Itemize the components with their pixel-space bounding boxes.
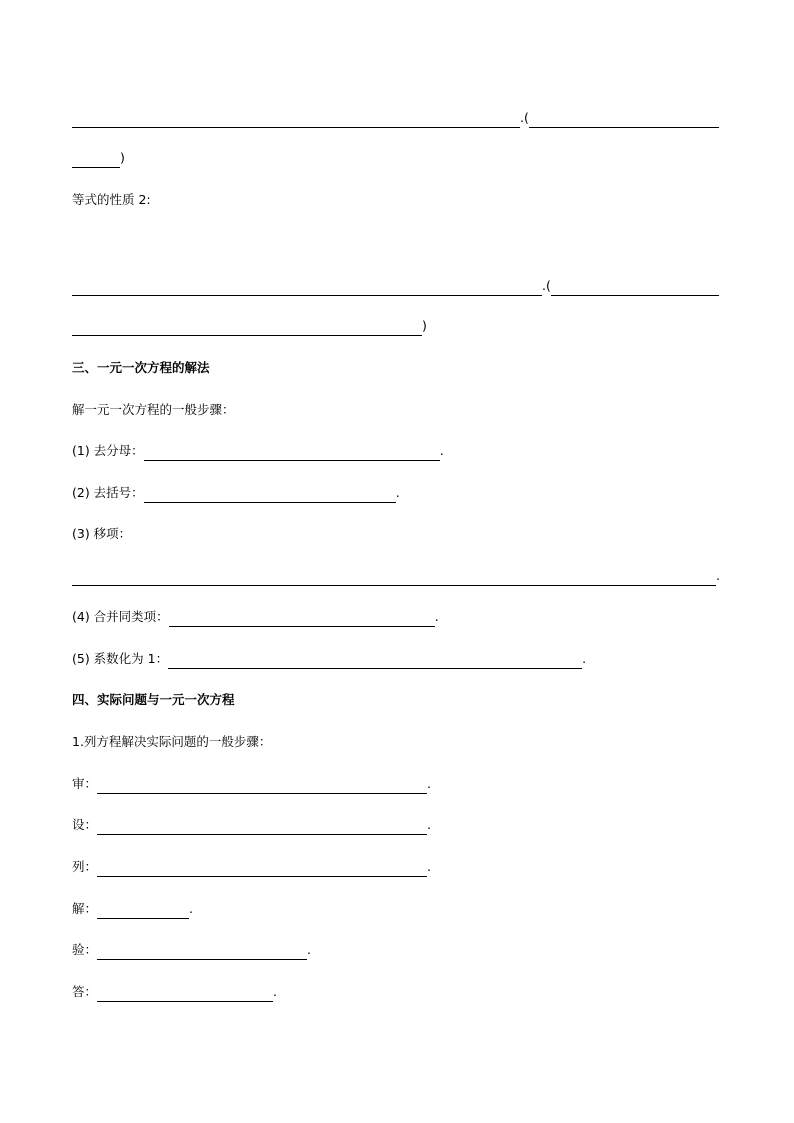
close-paren: ) (120, 150, 125, 165)
period: . (427, 859, 431, 874)
fill-blank[interactable] (97, 904, 189, 919)
step-label: (1) 去分母： (72, 443, 144, 458)
step-coefficient-to-one (72, 649, 586, 669)
property2-continuation (72, 316, 427, 336)
fill-blank[interactable] (72, 571, 716, 586)
period: . (273, 984, 277, 999)
section3-heading: 三、一元一次方程的解法 (72, 360, 210, 375)
step-label: 设： (72, 817, 98, 832)
period: . (716, 568, 720, 583)
dot-paren: .( (542, 278, 551, 293)
step-transpose-label: (3) 移项： (72, 526, 132, 541)
property2-label: 等式的性质 2: (72, 192, 151, 207)
fill-blank[interactable] (72, 153, 120, 168)
period: . (395, 485, 400, 500)
fill-blank[interactable] (97, 862, 427, 877)
fill-blank[interactable] (97, 987, 273, 1002)
fill-blank[interactable] (144, 488, 396, 503)
step-label: (4) 合并同类项： (72, 609, 169, 624)
step-label: 答： (72, 984, 98, 999)
fill-blank[interactable] (168, 654, 582, 669)
section4-heading: 四、实际问题与一元一次方程 (72, 692, 235, 707)
period: . (582, 651, 587, 666)
step-label: 解： (72, 901, 98, 916)
step-remove-denominator (72, 441, 444, 461)
fill-blank[interactable] (551, 281, 719, 296)
step-remove-brackets (72, 483, 400, 503)
period: . (427, 817, 431, 832)
property1-continuation (72, 148, 125, 168)
fill-blank[interactable] (72, 281, 542, 296)
period: . (434, 609, 439, 624)
property1-line (72, 108, 719, 128)
step-write-equation (72, 857, 431, 877)
step-label: 验： (72, 942, 98, 957)
period: . (307, 942, 311, 957)
step-label: 列： (72, 859, 98, 874)
step-verify (72, 940, 311, 960)
step-set-unknown (72, 815, 431, 835)
dot-paren: .( (520, 110, 529, 125)
period: . (189, 901, 193, 916)
step-solve (72, 899, 193, 919)
step-label: (5) 系数化为 1： (72, 651, 169, 666)
step-examine (72, 774, 431, 794)
close-paren: ) (422, 318, 427, 333)
fill-blank[interactable] (72, 113, 520, 128)
fill-blank[interactable] (144, 446, 440, 461)
fill-blank[interactable] (169, 612, 435, 627)
fill-blank[interactable] (72, 321, 422, 336)
fill-blank[interactable] (97, 945, 307, 960)
period: . (427, 776, 431, 791)
step-label: 审： (72, 776, 98, 791)
step-answer (72, 982, 277, 1002)
fill-blank[interactable] (97, 820, 427, 835)
step-transpose-line (72, 566, 720, 586)
section3-intro: 解一元一次方程的一般步骤： (72, 402, 235, 417)
period: . (439, 443, 444, 458)
step-combine-like-terms (72, 607, 439, 627)
section4-intro: 1.列方程解决实际问题的一般步骤： (72, 734, 272, 749)
fill-blank[interactable] (529, 113, 719, 128)
step-label: (2) 去括号： (72, 485, 144, 500)
fill-blank[interactable] (97, 779, 427, 794)
property2-line (72, 276, 719, 296)
